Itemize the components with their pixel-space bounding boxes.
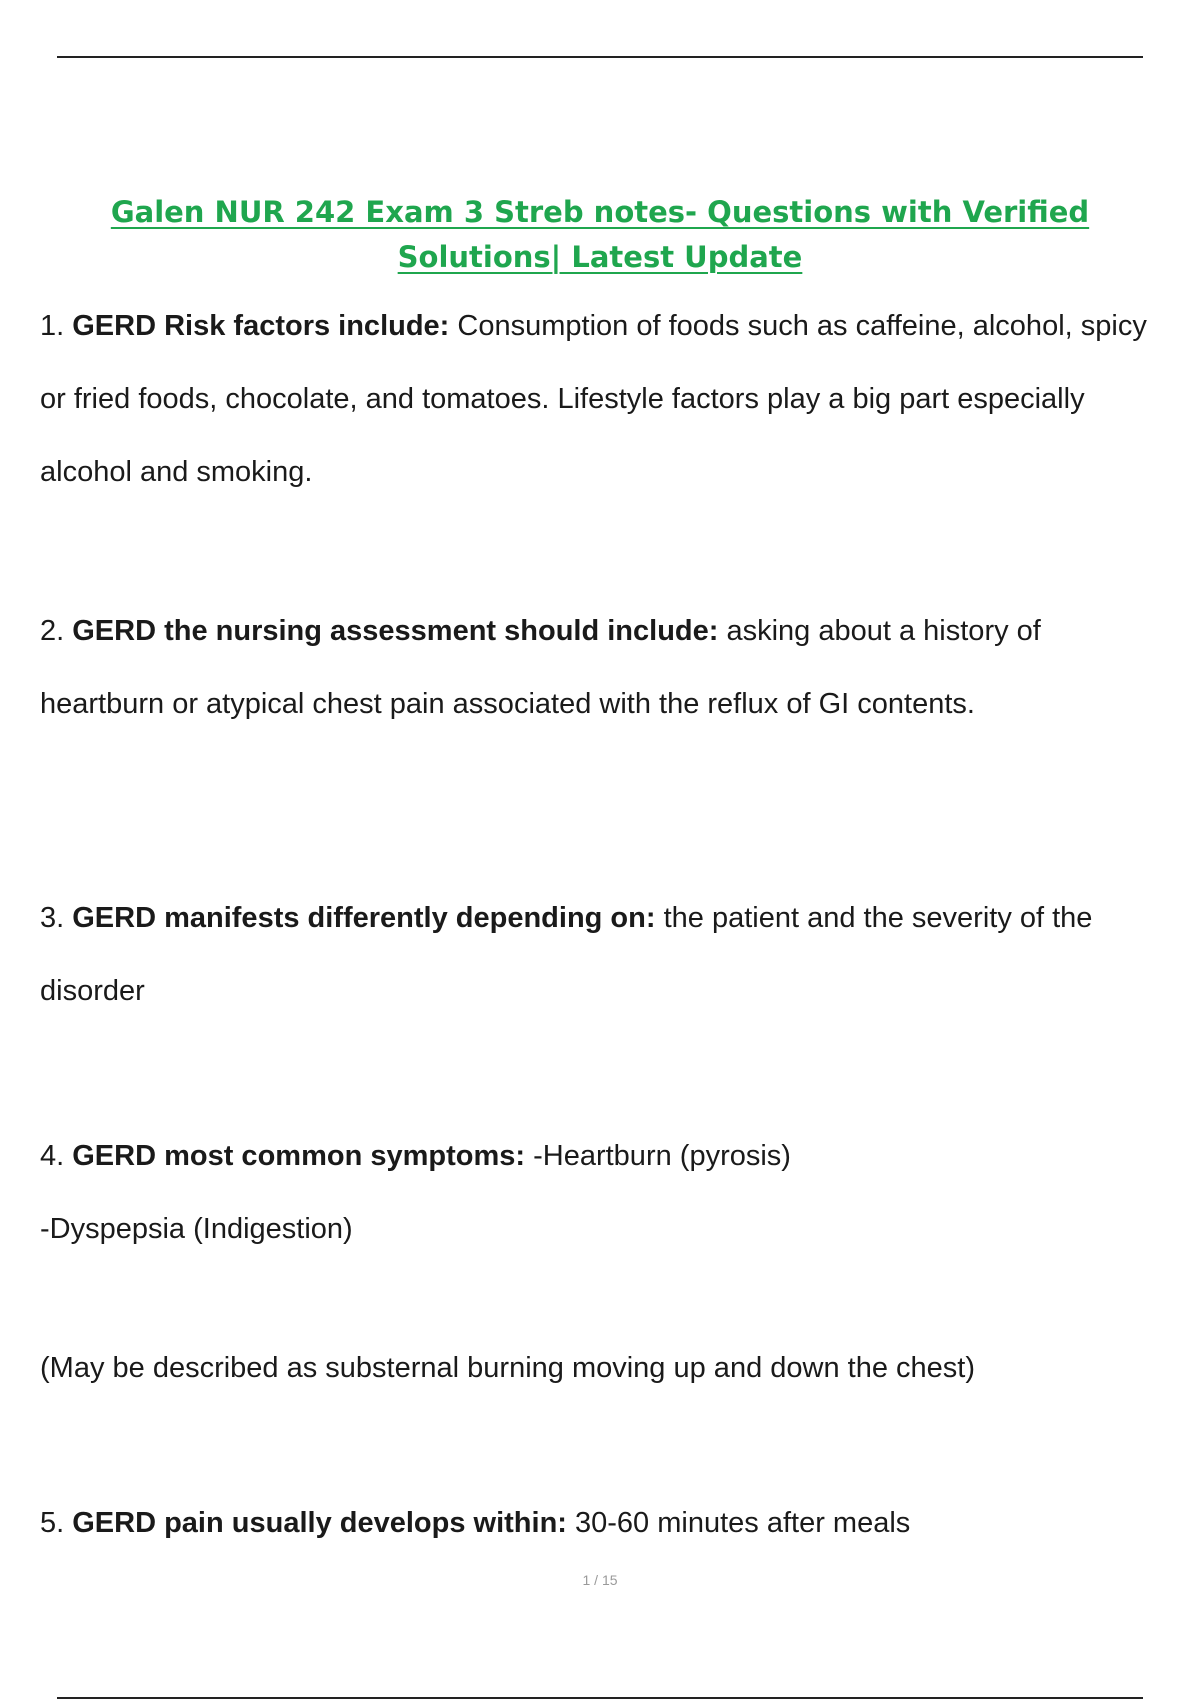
item-answer: Consumption of foods such as caffeine, alcohol, spicy or fried foods, chocolate, and tomatoes. Lifestyle factors play a big part especially alcohol and smoking.	[40, 310, 1147, 488]
item-answer: asking about a history of heartburn or atypical chest pain associated with the reflux of GI contents.	[40, 615, 1041, 720]
item-answer: -Heartburn (pyrosis)	[533, 1140, 791, 1172]
qa-item-4-extra: -Dyspepsia (Indigestion)	[40, 1213, 353, 1245]
bottom-rule	[57, 1697, 1143, 1699]
item-number: 2.	[40, 615, 65, 647]
qa-item-3	[40, 882, 1170, 1028]
document-title: Galen NUR 242 Exam 3 Streb notes- Questions with Verified Solutions| Latest Update	[110, 195, 1090, 274]
item-question: GERD Risk factors include:	[72, 310, 450, 342]
item-number: 5.	[40, 1507, 65, 1539]
item-number: 4.	[40, 1140, 65, 1172]
item-number: 1.	[40, 310, 65, 342]
item-question: GERD the nursing assessment should include:	[72, 615, 719, 647]
qa-item-4-note: (May be described as substernal burning moving up and down the chest)	[40, 1352, 975, 1384]
qa-item-5	[40, 1505, 910, 1541]
page-indicator: 1 / 15	[582, 1572, 618, 1588]
item-question: GERD pain usually develops within:	[72, 1507, 567, 1539]
item-answer: the patient and the severity of the disorder	[40, 902, 1093, 1007]
qa-item-2	[40, 595, 1170, 741]
item-question: GERD manifests differently depending on:	[72, 902, 656, 934]
item-question: GERD most common symptoms:	[72, 1140, 526, 1172]
qa-item-1	[40, 290, 1170, 509]
item-number: 3.	[40, 902, 65, 934]
qa-item-4	[40, 1138, 791, 1174]
item-answer: 30-60 minutes after meals	[575, 1507, 911, 1539]
top-rule	[57, 56, 1143, 58]
